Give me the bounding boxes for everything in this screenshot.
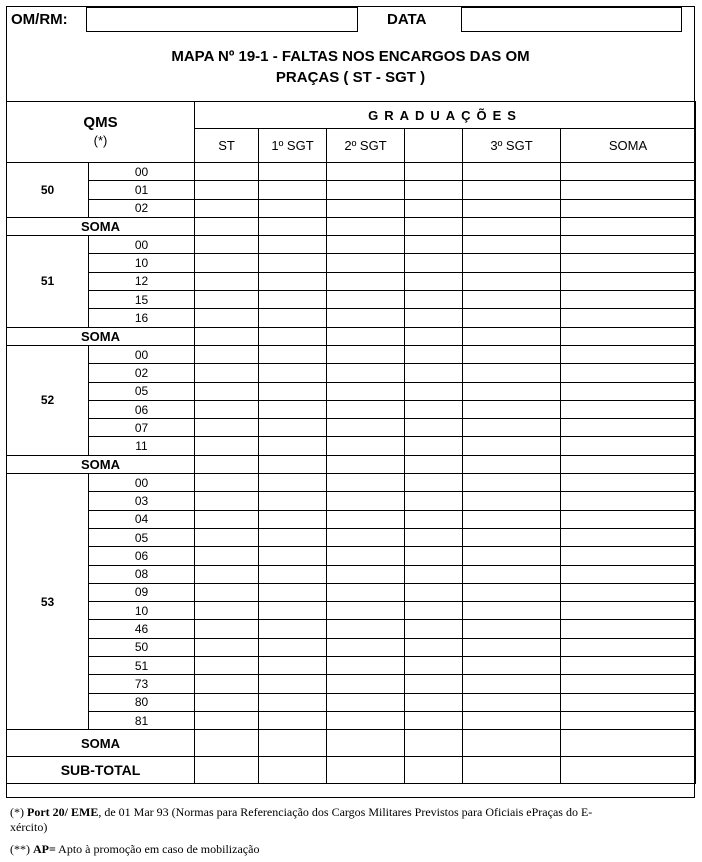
data-cell[interactable] [259,602,327,620]
data-cell[interactable] [463,547,561,565]
data-cell[interactable] [463,382,561,400]
data-cell[interactable] [561,620,696,638]
data-cell[interactable] [327,272,405,290]
data-cell[interactable] [259,528,327,546]
data-cell[interactable] [405,345,463,363]
data-cell[interactable] [195,565,259,583]
data-cell[interactable] [259,638,327,656]
data-cell[interactable] [327,382,405,400]
qms-sub-code: 09 [89,583,195,601]
data-cell[interactable] [327,583,405,601]
data-cell[interactable] [463,565,561,583]
data-cell[interactable] [195,291,259,309]
data-cell[interactable] [259,199,327,217]
data-cell[interactable] [195,711,259,729]
column-header [405,129,463,163]
data-cell[interactable] [195,620,259,638]
data-cell[interactable] [327,565,405,583]
data-cell[interactable] [259,163,327,181]
qms-sub-code: 16 [89,309,195,327]
data-cell[interactable] [405,675,463,693]
data-cell[interactable] [561,638,696,656]
qms-sub-code: 00 [89,474,195,492]
data-cell[interactable] [195,181,259,199]
data-cell[interactable] [259,437,327,455]
data-cell[interactable] [561,528,696,546]
data-cell[interactable] [327,474,405,492]
soma-cell[interactable] [561,730,696,757]
data-cell[interactable] [195,382,259,400]
data-cell[interactable] [405,309,463,327]
qms-note: (*) [93,133,108,148]
data-cell[interactable] [259,657,327,675]
data-cell[interactable] [259,309,327,327]
data-cell[interactable] [195,528,259,546]
table-row [7,163,696,181]
data-cell[interactable] [463,364,561,382]
qms-sub-code: 80 [89,693,195,711]
table-row [7,657,696,675]
qms-sub-code: 08 [89,565,195,583]
data-cell[interactable] [561,510,696,528]
data-cell[interactable] [561,711,696,729]
qms-sub-code: 02 [89,364,195,382]
subtotal-cell[interactable] [327,757,405,784]
table-row [7,492,696,510]
data-cell[interactable] [561,492,696,510]
soma-cell[interactable] [259,455,327,473]
qms-sub-code: 02 [89,199,195,217]
column-header: 1º SGT [259,129,327,163]
footnote-1-text: , de 01 Mar 93 (Normas para Referenciação dos Cargos Militares Previstos para Oficiais ePraças do E- [98,805,593,819]
data-cell[interactable] [405,254,463,272]
data-cell[interactable] [327,400,405,418]
data-cell[interactable] [463,675,561,693]
data-cell[interactable] [405,364,463,382]
data-cell[interactable] [405,602,463,620]
data-cell[interactable] [561,254,696,272]
data-cell[interactable] [327,492,405,510]
qms-sub-code: 01 [89,181,195,199]
soma-cell[interactable] [561,217,696,235]
data-cell[interactable] [195,419,259,437]
data-cell[interactable] [327,547,405,565]
soma-cell[interactable] [195,327,259,345]
qms-sub-code: 12 [89,272,195,290]
data-cell[interactable] [327,638,405,656]
qms-sub-code: 04 [89,510,195,528]
data-cell[interactable] [561,364,696,382]
data-cell[interactable] [195,657,259,675]
qms-sub-code: 81 [89,711,195,729]
data-cell[interactable] [405,199,463,217]
data-cell[interactable] [561,345,696,363]
data-cell[interactable] [405,492,463,510]
footnote-1-marker: (*) [10,805,24,819]
data-cell[interactable] [327,602,405,620]
qms-sub-code: 03 [89,492,195,510]
data-cell[interactable] [463,474,561,492]
table-row [7,364,696,382]
soma-cell[interactable] [405,730,463,757]
data-cell[interactable] [405,528,463,546]
data-cell[interactable] [195,510,259,528]
data-cell[interactable] [561,199,696,217]
table-row [7,583,696,601]
form-title-line2: PRAÇAS ( ST - SGT ) [275,69,426,86]
soma-cell[interactable] [405,217,463,235]
qms-sub-code: 06 [89,400,195,418]
soma-label: SOMA [7,730,195,757]
data-cell[interactable] [195,309,259,327]
data-cell[interactable] [463,528,561,546]
data-cell[interactable] [561,236,696,254]
data-cell[interactable] [327,181,405,199]
data-cell[interactable] [259,382,327,400]
table-row [7,528,696,546]
soma-cell[interactable] [327,217,405,235]
qms-sub-code: 46 [89,620,195,638]
data-cell[interactable] [463,400,561,418]
data-cell[interactable] [195,199,259,217]
data-cell[interactable] [463,309,561,327]
table-row [7,474,696,492]
data-cell[interactable] [463,236,561,254]
soma-label: SOMA [7,455,195,473]
table-row [7,675,696,693]
data-cell[interactable] [405,163,463,181]
data-cell[interactable] [259,474,327,492]
data-cell[interactable] [405,236,463,254]
data-cell[interactable] [405,419,463,437]
data-cell[interactable] [259,547,327,565]
data-cell[interactable] [561,382,696,400]
qms-sub-code: 50 [89,638,195,656]
data-cell[interactable] [327,657,405,675]
faltas-table [6,101,696,784]
table-row [7,272,696,290]
data-cell[interactable] [195,400,259,418]
data-cell[interactable] [195,638,259,656]
qms-sub-code: 73 [89,675,195,693]
data-cell[interactable] [327,309,405,327]
data-cell[interactable] [463,181,561,199]
footnote-1-bold: Port 20/ EME [27,805,99,819]
data-cell[interactable] [259,272,327,290]
data-cell[interactable] [259,492,327,510]
soma-cell[interactable] [259,327,327,345]
data-cell[interactable] [259,419,327,437]
qms-sub-code: 51 [89,657,195,675]
soma-label: SOMA [7,217,195,235]
subtotal-row [7,757,696,784]
table-row [7,382,696,400]
soma-cell[interactable] [327,455,405,473]
data-cell[interactable] [327,510,405,528]
qms-sub-code: 15 [89,291,195,309]
table-row [7,437,696,455]
data-cell[interactable] [463,199,561,217]
data-cell[interactable] [405,474,463,492]
footnote-1-text2: xército) [10,820,48,834]
data-cell[interactable] [259,711,327,729]
footnote-2-text: Apto à promoção em caso de mobilização [55,842,260,856]
soma-cell[interactable] [327,730,405,757]
column-header: 3º SGT [463,129,561,163]
data-cell[interactable] [405,693,463,711]
qms-number: 51 [7,236,89,327]
data-cell[interactable] [561,565,696,583]
data-cell[interactable] [259,400,327,418]
data-cell[interactable] [405,291,463,309]
table-row [7,236,696,254]
data-cell[interactable] [195,345,259,363]
data-cell[interactable] [195,474,259,492]
data-cell[interactable] [463,345,561,363]
subtotal-cell[interactable] [463,757,561,784]
table-row [7,345,696,363]
footnote-2-marker: (**) [10,842,30,856]
table-row [7,547,696,565]
table-row [7,181,696,199]
form-title-line1: MAPA Nº 19-1 - FALTAS NOS ENCARGOS DAS OM [171,48,530,65]
data-cell[interactable] [405,638,463,656]
data-cell[interactable] [561,675,696,693]
data-cell[interactable] [561,419,696,437]
qms-sub-code: 07 [89,419,195,437]
soma-cell[interactable] [561,327,696,345]
data-cell[interactable] [405,711,463,729]
data-cell[interactable] [561,291,696,309]
data-cell[interactable] [463,163,561,181]
table-row [7,693,696,711]
data-cell[interactable] [561,437,696,455]
data-cell[interactable] [405,382,463,400]
data-cell[interactable] [405,620,463,638]
data-cell[interactable] [463,638,561,656]
data-cell[interactable] [195,547,259,565]
om-rm-label: OM/RM: [11,11,68,28]
data-cell[interactable] [259,620,327,638]
data-cell[interactable] [259,236,327,254]
data-cell[interactable] [327,291,405,309]
data-cell[interactable] [463,693,561,711]
data-cell[interactable] [327,437,405,455]
data-cell[interactable] [405,181,463,199]
column-header: ST [195,129,259,163]
data-field[interactable] [461,7,682,32]
column-header: 2º SGT [327,129,405,163]
data-cell[interactable] [327,620,405,638]
data-cell[interactable] [405,657,463,675]
data-cell[interactable] [405,565,463,583]
data-cell[interactable] [195,254,259,272]
table-row [7,199,696,217]
data-cell[interactable] [259,565,327,583]
data-cell[interactable] [561,400,696,418]
data-cell[interactable] [195,602,259,620]
subtotal-label: SUB-TOTAL [7,757,195,784]
data-cell[interactable] [561,309,696,327]
data-cell[interactable] [561,693,696,711]
data-cell[interactable] [561,474,696,492]
soma-cell[interactable] [463,455,561,473]
data-cell[interactable] [259,345,327,363]
table-row [7,510,696,528]
table-row [7,711,696,729]
data-cell[interactable] [463,620,561,638]
soma-cell[interactable] [195,730,259,757]
soma-row [7,730,696,757]
data-cell[interactable] [327,163,405,181]
data-cell[interactable] [405,272,463,290]
soma-cell[interactable] [463,217,561,235]
soma-label: SOMA [7,327,195,345]
data-cell[interactable] [327,345,405,363]
soma-cell[interactable] [195,455,259,473]
qms-number: 52 [7,345,89,455]
data-cell[interactable] [327,254,405,272]
data-cell[interactable] [463,272,561,290]
qms-number: 50 [7,163,89,218]
data-cell[interactable] [195,437,259,455]
qms-sub-code: 10 [89,254,195,272]
table-row [7,565,696,583]
data-cell[interactable] [327,528,405,546]
soma-row [7,217,696,235]
data-cell[interactable] [195,163,259,181]
data-cell[interactable] [463,510,561,528]
data-cell[interactable] [405,437,463,455]
data-cell[interactable] [561,547,696,565]
data-cell[interactable] [405,583,463,601]
subtotal-cell[interactable] [561,757,696,784]
data-cell[interactable] [561,583,696,601]
data-cell[interactable] [327,199,405,217]
soma-row [7,327,696,345]
data-cell[interactable] [327,675,405,693]
table-row [7,291,696,309]
data-cell[interactable] [463,254,561,272]
subtotal-cell[interactable] [405,757,463,784]
data-cell[interactable] [195,236,259,254]
data-cell[interactable] [561,163,696,181]
data-cell[interactable] [561,657,696,675]
footnote-2-bold: AP= [33,842,56,856]
data-cell[interactable] [195,583,259,601]
qms-sub-code: 00 [89,236,195,254]
table-row [7,419,696,437]
data-cell[interactable] [561,181,696,199]
data-cell[interactable] [405,400,463,418]
qms-label: QMS [83,114,118,131]
table-row [7,254,696,272]
qms-sub-code: 05 [89,382,195,400]
qms-number: 53 [7,474,89,730]
subtotal-cell[interactable] [195,757,259,784]
data-cell[interactable] [327,711,405,729]
qms-sub-code: 05 [89,528,195,546]
data-cell[interactable] [195,693,259,711]
data-cell[interactable] [195,675,259,693]
data-cell[interactable] [463,583,561,601]
soma-cell[interactable] [259,217,327,235]
soma-cell[interactable] [259,730,327,757]
footnote-1 [10,805,690,835]
data-cell[interactable] [327,236,405,254]
soma-row [7,455,696,473]
data-cell[interactable] [259,583,327,601]
soma-cell[interactable] [561,455,696,473]
om-rm-field[interactable] [86,7,358,32]
data-cell[interactable] [259,291,327,309]
data-cell[interactable] [327,364,405,382]
data-cell[interactable] [463,711,561,729]
footnote-2 [10,842,690,857]
data-cell[interactable] [463,437,561,455]
data-cell[interactable] [405,510,463,528]
soma-cell[interactable] [463,327,561,345]
data-cell[interactable] [259,675,327,693]
data-cell[interactable] [327,693,405,711]
data-label: DATA [387,11,427,28]
subtotal-cell[interactable] [259,757,327,784]
qms-header [7,102,195,163]
data-cell[interactable] [561,602,696,620]
data-cell[interactable] [259,510,327,528]
qms-sub-code: 00 [89,163,195,181]
data-cell[interactable] [259,181,327,199]
table-row [7,400,696,418]
table-row [7,620,696,638]
data-cell[interactable] [561,272,696,290]
qms-sub-code: 11 [89,437,195,455]
data-cell[interactable] [405,547,463,565]
data-cell[interactable] [463,602,561,620]
data-cell[interactable] [195,492,259,510]
data-cell[interactable] [259,693,327,711]
soma-cell[interactable] [463,730,561,757]
data-cell[interactable] [463,291,561,309]
data-cell[interactable] [327,419,405,437]
qms-sub-code: 10 [89,602,195,620]
table-row [7,638,696,656]
data-cell[interactable] [259,254,327,272]
data-cell[interactable] [463,657,561,675]
soma-cell[interactable] [405,327,463,345]
soma-cell[interactable] [327,327,405,345]
table-row [7,602,696,620]
soma-cell[interactable] [195,217,259,235]
qms-sub-code: 00 [89,345,195,363]
graduacoes-header: GRADUAÇÕES [195,102,696,129]
column-header: SOMA [561,129,696,163]
data-cell[interactable] [463,419,561,437]
soma-cell[interactable] [405,455,463,473]
data-cell[interactable] [463,492,561,510]
data-cell[interactable] [259,364,327,382]
data-cell[interactable] [195,272,259,290]
table-row [7,309,696,327]
qms-sub-code: 06 [89,547,195,565]
data-cell[interactable] [195,364,259,382]
